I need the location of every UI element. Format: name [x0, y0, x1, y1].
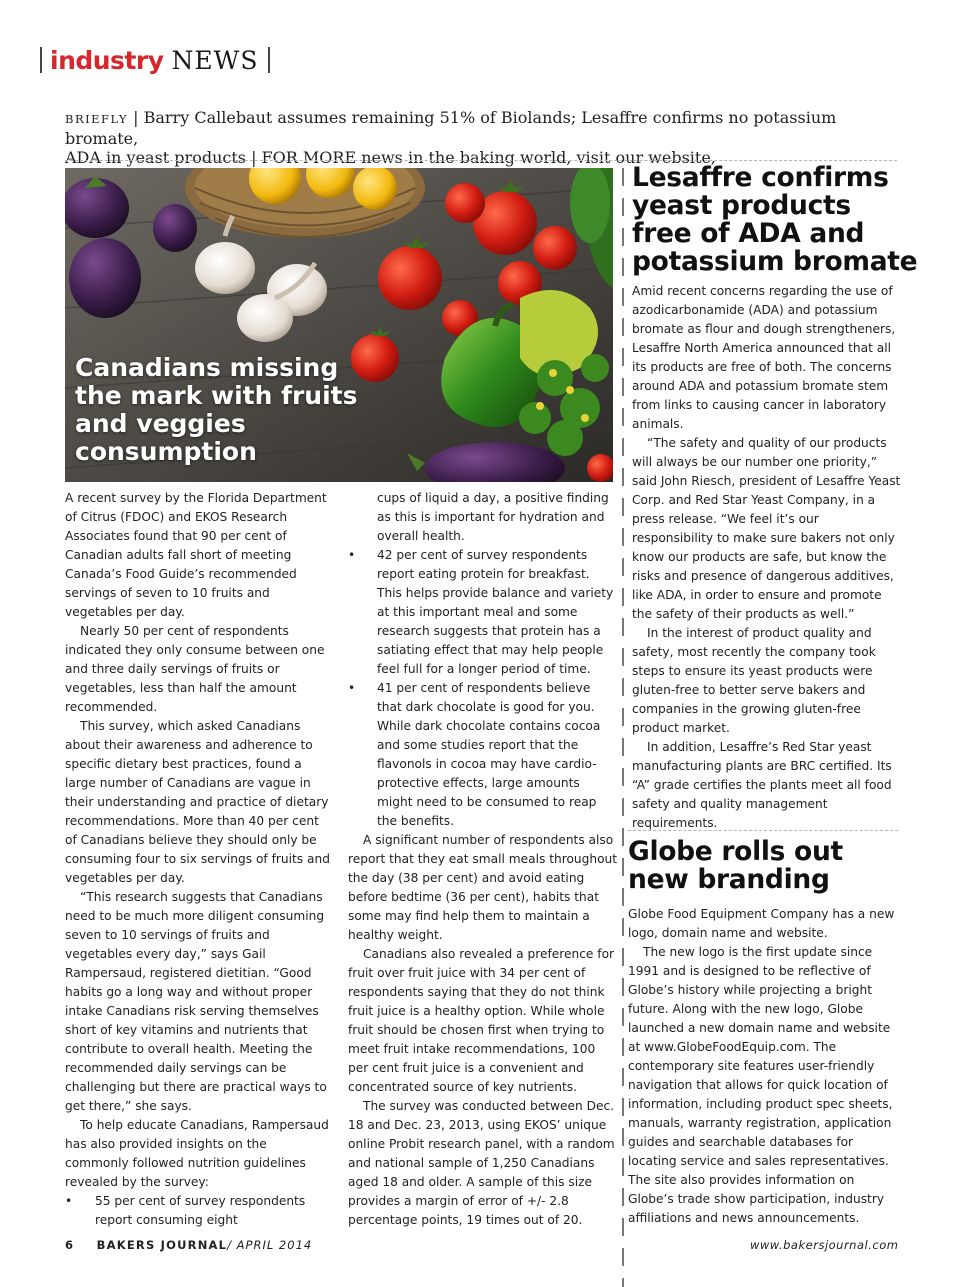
feature-column-1	[65, 489, 330, 1230]
bullet-dot-icon: •	[348, 548, 356, 562]
lesaffre-headline	[632, 164, 922, 276]
feature-paragraph: Nearly 50 per cent of respondents indicated they only consume between one and three daily servings of fruits or vegetables, less than half the amount recommended.	[65, 624, 325, 714]
lesaffre-paragraph: Amid recent concerns regarding the use of azodicarbonamide (ADA) and potassium bromate as flour and dough strengtheners, Lesaffre North America announced that all its products are free of both. The concerns around ADA and potassium bromate stem from links to causing cancer in laboratory animals.	[632, 284, 896, 431]
feature-paragraph: To help educate Canadians, Rampersaud has also provided insights on the commonly followed nutrition guidelines revealed by the survey:	[65, 1118, 329, 1189]
bullet-dot-icon: •	[348, 681, 356, 695]
right-column-rule	[622, 168, 624, 1287]
top-dashed-divider	[65, 160, 897, 161]
globe-body	[628, 905, 900, 1228]
briefly-line-1	[65, 108, 905, 148]
lesaffre-body	[632, 282, 902, 833]
briefly-text-2: ADA in yeast products | FOR MORE news in the baking world, visit our website,	[65, 148, 716, 167]
feature-paragraph: A recent survey by the Florida Department of Citrus (FDOC) and EKOS Research Associates found that 90 per cent of Canadian adults fall short of meeting Canada’s Food Guide’s recommended servings of seven to 10 fruits and vegetables per day.	[65, 491, 327, 619]
feature-paragraph: This survey, which asked Canadians about their awareness and adherence to specific dietary best practices, found a large number of Canadians are vague in their understanding and practice of dietary recommendations. More than 40 per cent of Canadians believe they should only be consuming four to six servings of fruits and vegetables per day.	[65, 719, 330, 885]
page-footer	[65, 1238, 312, 1252]
footer-url-link[interactable]: www.bakersjournal.com	[750, 1238, 899, 1252]
feature-bullet	[65, 1192, 330, 1230]
briefly-label: BRIEFLY	[65, 112, 129, 126]
globe-paragraph: Globe Food Equipment Company has a new logo, domain name and website.	[628, 907, 895, 940]
header-news: NEWS	[171, 45, 259, 75]
globe-headline	[628, 838, 918, 894]
lesaffre-paragraph: “The safety and quality of our products will always be our number one priority,” said John Riesch, president of Lesaffre Yeast Corp. and Red Star Yeast Company, in a press release. “We feel it’s our responsibility to make sure bakers not only know our products are safe, but know the risks and presence of dangerous additives, like ADA, in order to ensure and promote the safety of their products as well.”	[632, 436, 901, 621]
lesaffre-headline-line: yeast products	[632, 190, 851, 221]
feature-bullet-text: 42 per cent of survey respondents report eating protein for breakfast. This helps provide balance and variety at this important meal and some research suggests that protein has a satiating effect that may help people feel full for a longer period of time.	[377, 548, 614, 676]
globe-paragraph: The new logo is the first update since 1991 and is designed to be reflective of Globe’s history while projecting a bright future. Along with the new logo, Globe launched a new domain name and website at www.GlobeFoodEquip.com. The contemporary site features user-friendly navigation that allows for quick location of information, including product spec sheets, manuals, warranty registration, application guides and searchable databases for locating service and sales representatives. The site also provides information on Globe’s trade show participation, industry affiliations and news announcements.	[628, 945, 893, 1225]
feature-bullet	[348, 546, 618, 679]
feature-title-line: and veggies	[75, 409, 246, 438]
right-dashed-divider	[628, 830, 898, 831]
feature-title	[75, 354, 375, 466]
page-number: 6	[65, 1238, 74, 1252]
feature-title-line: Canadians missing	[75, 353, 339, 382]
lesaffre-headline-line: Lesaffre confirms	[632, 162, 889, 193]
lesaffre-paragraph: In the interest of product quality and safety, most recently the company took steps to ensure its yeast products were gluten-free to better serve bakers and companies in the growing gluten-free product market.	[632, 626, 876, 735]
header-industry: industry	[50, 45, 164, 75]
feature-bullet-text: 41 per cent of respondents believe that dark chocolate is good for you. While dark chocolate contains cocoa and some studies report that the flavonols in cocoa may have cardio-protective effects, large amounts might need to be consumed to reap the benefits.	[377, 681, 601, 828]
lesaffre-headline-line: free of ADA and	[632, 218, 865, 249]
header-left-bar	[40, 47, 42, 73]
feature-paragraph: “This research suggests that Canadians need to be much more diligent consuming seven to 10 servings of fruits and vegetables every day,” says Gail Rampersaud, registered dietitian. “Good habits go a long way and without proper intake Canadians risk serving themselves short of key vitamins and nutrients that contribute to overall health. Meeting the recommended daily servings can be challenging but there are practical ways to get there,” she says.	[65, 890, 327, 1113]
briefly-text-1: Barry Callebaut assumes remaining 51% of Biolands; Lesaffre confirms no potassium bromate,	[65, 108, 837, 148]
feature-bullet-text: 55 per cent of survey respondents report consuming eight	[95, 1194, 306, 1227]
feature-bullet-continuation: cups of liquid a day, a positive finding as this is important for hydration and overall health.	[377, 491, 609, 543]
magazine-name: BAKERS JOURNAL	[96, 1238, 228, 1252]
section-header	[40, 44, 270, 76]
header-right-bar	[268, 47, 270, 73]
feature-paragraph: The survey was conducted between Dec. 18 and Dec. 23, 2013, using EKOS’ unique online Probit research panel, with a random and national sample of 1,250 Canadians aged 18 and older. A sample of this size provides a margin of error of +/- 2.8 percentage points, 19 times out of 20.	[348, 1099, 615, 1227]
issue-date: / APRIL 2014	[227, 1238, 313, 1252]
globe-headline-line: new branding	[628, 864, 830, 895]
feature-column-2	[348, 489, 618, 1230]
hero-image	[65, 168, 613, 482]
lesaffre-headline-line: potassium bromate	[632, 246, 918, 277]
lesaffre-paragraph: In addition, Lesaffre’s Red Star yeast manufacturing plants are BRC certified. Its “A” grade certifies the plants meet all food safety and quality management requirements.	[632, 740, 892, 830]
feature-bullet	[348, 679, 618, 831]
feature-title-line: the mark with fruits	[75, 381, 358, 410]
briefly-sep: |	[133, 108, 144, 127]
feature-title-line: consumption	[75, 437, 257, 466]
feature-paragraph: A significant number of respondents also report that they eat small meals throughout the day (38 per cent) and avoid eating before bedtime (36 per cent), habits that some may find help them to maintain a healthy weight.	[348, 833, 618, 942]
bullet-dot-icon: •	[65, 1194, 73, 1208]
globe-headline-line: Globe rolls out	[628, 836, 843, 867]
feature-paragraph: Canadians also revealed a preference for fruit over fruit juice with 34 per cent of respondents saying that they do not think fruit juice is a healthy option. While whole fruit should be chosen first when trying to meet fruit intake recommendations, 100 per cent fruit juice is a convenient and concentrated source of key nutrients.	[348, 947, 615, 1094]
